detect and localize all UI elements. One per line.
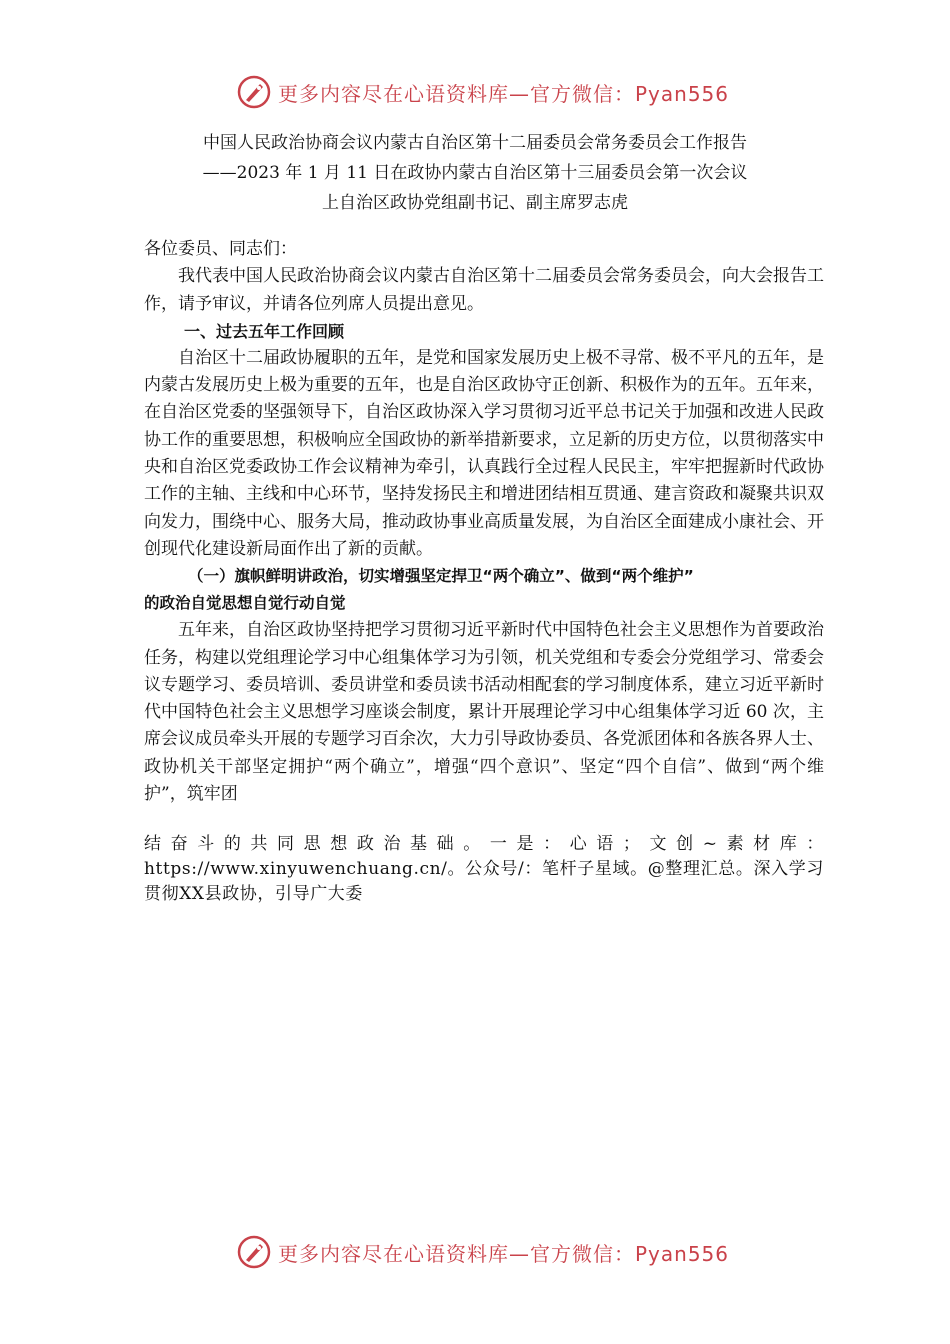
title-line-1: 中国人民政治协商会议内蒙古自治区第十二届委员会常务委员会工作报告 [203,133,747,153]
salutation: 各位委员、同志们： [144,239,297,259]
politics-paragraph: 五年来，自治区政协坚持把学习贯彻习近平新时代中国特色社会主义思想作为首要政治任务，构建以党组理论学习中心组集体学习为引领，机关党组和专委会分党组学习、常委会议专题学习、委员培训、委员讲堂和委员读书活动相配套的学习制度体系，建立习近平新时代中国特色社会主义思想学习座谈会制度，累计开展理论学习中心组集体学习近 60 次，主席会议成员牵头开展的专题学习百余次，大力引导政协委员、各党派团体和各族各界人士、政协机关干部坚定拥护“两个确立”，增强“四个意识”、坚定“四个自信”、做到“两个维护”，筑牢团 [144,620,824,805]
report-title [100,128,850,218]
pen-nib-logo-icon [236,74,272,110]
watermark-banner-top [236,72,736,112]
pen-nib-logo-icon [236,1234,272,1270]
title-line-2: ——2023 年 1 月 11 日在政协内蒙古自治区第十三届委员会第一次会议 [202,163,748,183]
section-heading-1: 一、过去五年工作回顾 [184,321,345,341]
continuation-paragraph: 结奋斗的共同思想政治基础。一是：心语；文创~素材库：https://www.xinyuwenchuang.cn/。公众号/：笔杆子星域。@整理汇总。深入学习贯彻XX县政协，引导广大委 [144,834,824,905]
watermark-text: 更多内容尽在心语资料库—官方微信：Pyan556 [278,1241,730,1266]
subsection-heading-line-2: 的政治自觉思想自觉行动自觉 [144,594,346,613]
watermark-banner-bottom [236,1232,736,1272]
intro-paragraph: 我代表中国人民政治协商会议内蒙古自治区第十二届委员会常务委员会，向大会报告工作，请予审议，并请各位列席人员提出意见。 [144,266,824,314]
title-line-3: 上自治区政协党组副书记、副主席罗志虎 [322,193,628,213]
watermark-text: 更多内容尽在心语资料库—官方微信：Pyan556 [278,81,730,106]
subsection-heading-line-1: （一）旗帜鲜明讲政治，切实增强坚定捍卫“两个确立”、做到“两个维护” [188,567,694,586]
review-paragraph: 自治区十二届政协履职的五年，是党和国家发展历史上极不寻常、极不平凡的五年，是内蒙古发展历史上极为重要的五年，也是自治区政协守正创新、积极作为的五年。五年来，在自治区党委的坚强领导下，自治区政协深入学习贯彻习近平总书记关于加强和改进人民政协工作的重要思想，积极响应全国政协的新举措新要求，立足新的历史方位，以贯彻落实中央和自治区党委政协工作会议精神为牵引，认真践行全过程人民民主，牢牢把握新时代政协工作的主轴、主线和中心环节，坚持发扬民主和增进团结相互贯通、建言资政和凝聚共识双向发力，围绕中心、服务大局，推动政协事业高质量发展，为自治区全面建成小康社会、开创现代化建设新局面作出了新的贡献。 [144,347,824,559]
report-body [144,236,824,907]
